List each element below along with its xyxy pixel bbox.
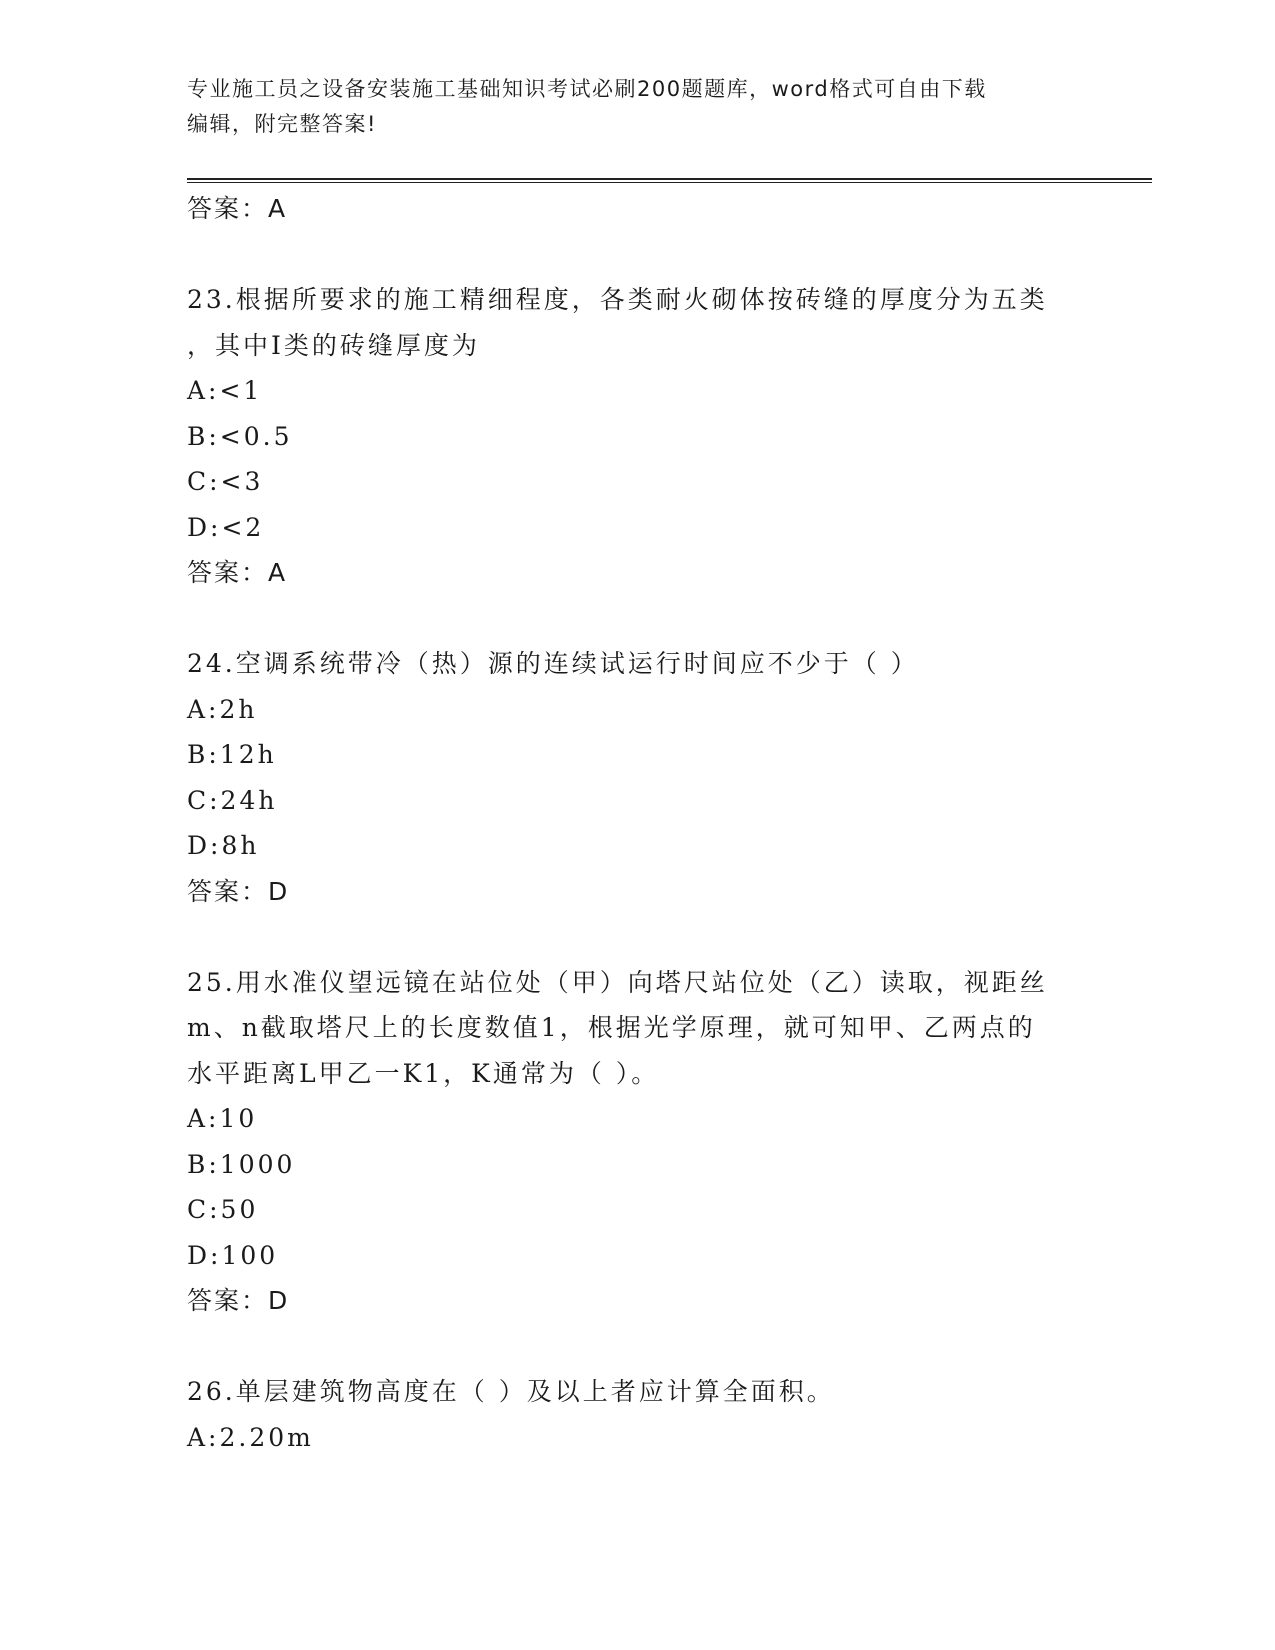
question-23	[187, 277, 1147, 596]
option-a: A:<1	[187, 376, 263, 405]
spacer	[187, 596, 1147, 642]
option-b: B:12h	[187, 740, 277, 769]
option-d: D:<2	[187, 512, 265, 542]
answer-23: 答案：A	[187, 558, 288, 587]
option-c: C:24h	[187, 785, 278, 815]
spacer	[187, 1324, 1147, 1370]
answer-22: 答案：A	[187, 194, 288, 223]
option-a: A:10	[187, 1104, 258, 1133]
header-line-1: 专业施工员之设备安装施工基础知识考试必刷200题题库，word格式可自由下载	[187, 77, 987, 101]
option-d: D:8h	[187, 831, 260, 860]
answer-24: 答案：D	[187, 876, 290, 906]
page-header	[187, 72, 1067, 142]
question-stem: 23.根据所要求的施工精细程度，各类耐火砌体按砖缝的厚度分为五类	[187, 285, 1048, 314]
option-c: C:50	[187, 1195, 259, 1224]
question-25	[187, 960, 1147, 1324]
header-divider	[187, 178, 1152, 183]
question-stem: 26.单层建筑物高度在（ ）及以上者应计算全面积。	[187, 1377, 835, 1406]
option-d: D:100	[187, 1240, 279, 1270]
header-line-2: 编辑，附完整答案!	[187, 112, 377, 136]
question-stem: m、n截取塔尺上的长度数值1，根据光学原理，就可知甲、乙两点的	[187, 1013, 1036, 1042]
question-24	[187, 641, 1147, 914]
question-stem: ，其中I类的砖缝厚度为	[187, 330, 480, 360]
question-stem: 25.用水准仪望远镜在站位处（甲）向塔尺站位处（乙）读取，视距丝	[187, 967, 1048, 997]
option-a: A:2h	[187, 694, 258, 724]
option-c: C:<3	[187, 467, 264, 496]
spacer	[187, 232, 1147, 278]
option-b: B:<0.5	[187, 421, 293, 451]
question-stem: 24.空调系统带冷（热）源的连续试运行时间应不少于（ ）	[187, 649, 919, 678]
spacer	[187, 914, 1147, 960]
option-b: B:1000	[187, 1149, 296, 1179]
question-list	[187, 186, 1147, 1460]
option-a: A:2.20m	[187, 1422, 314, 1452]
answer-25: 答案：D	[187, 1286, 290, 1315]
question-26	[187, 1369, 1147, 1460]
question-stem: 水平距离L甲乙一K1，K通常为（ ）。	[187, 1058, 660, 1088]
